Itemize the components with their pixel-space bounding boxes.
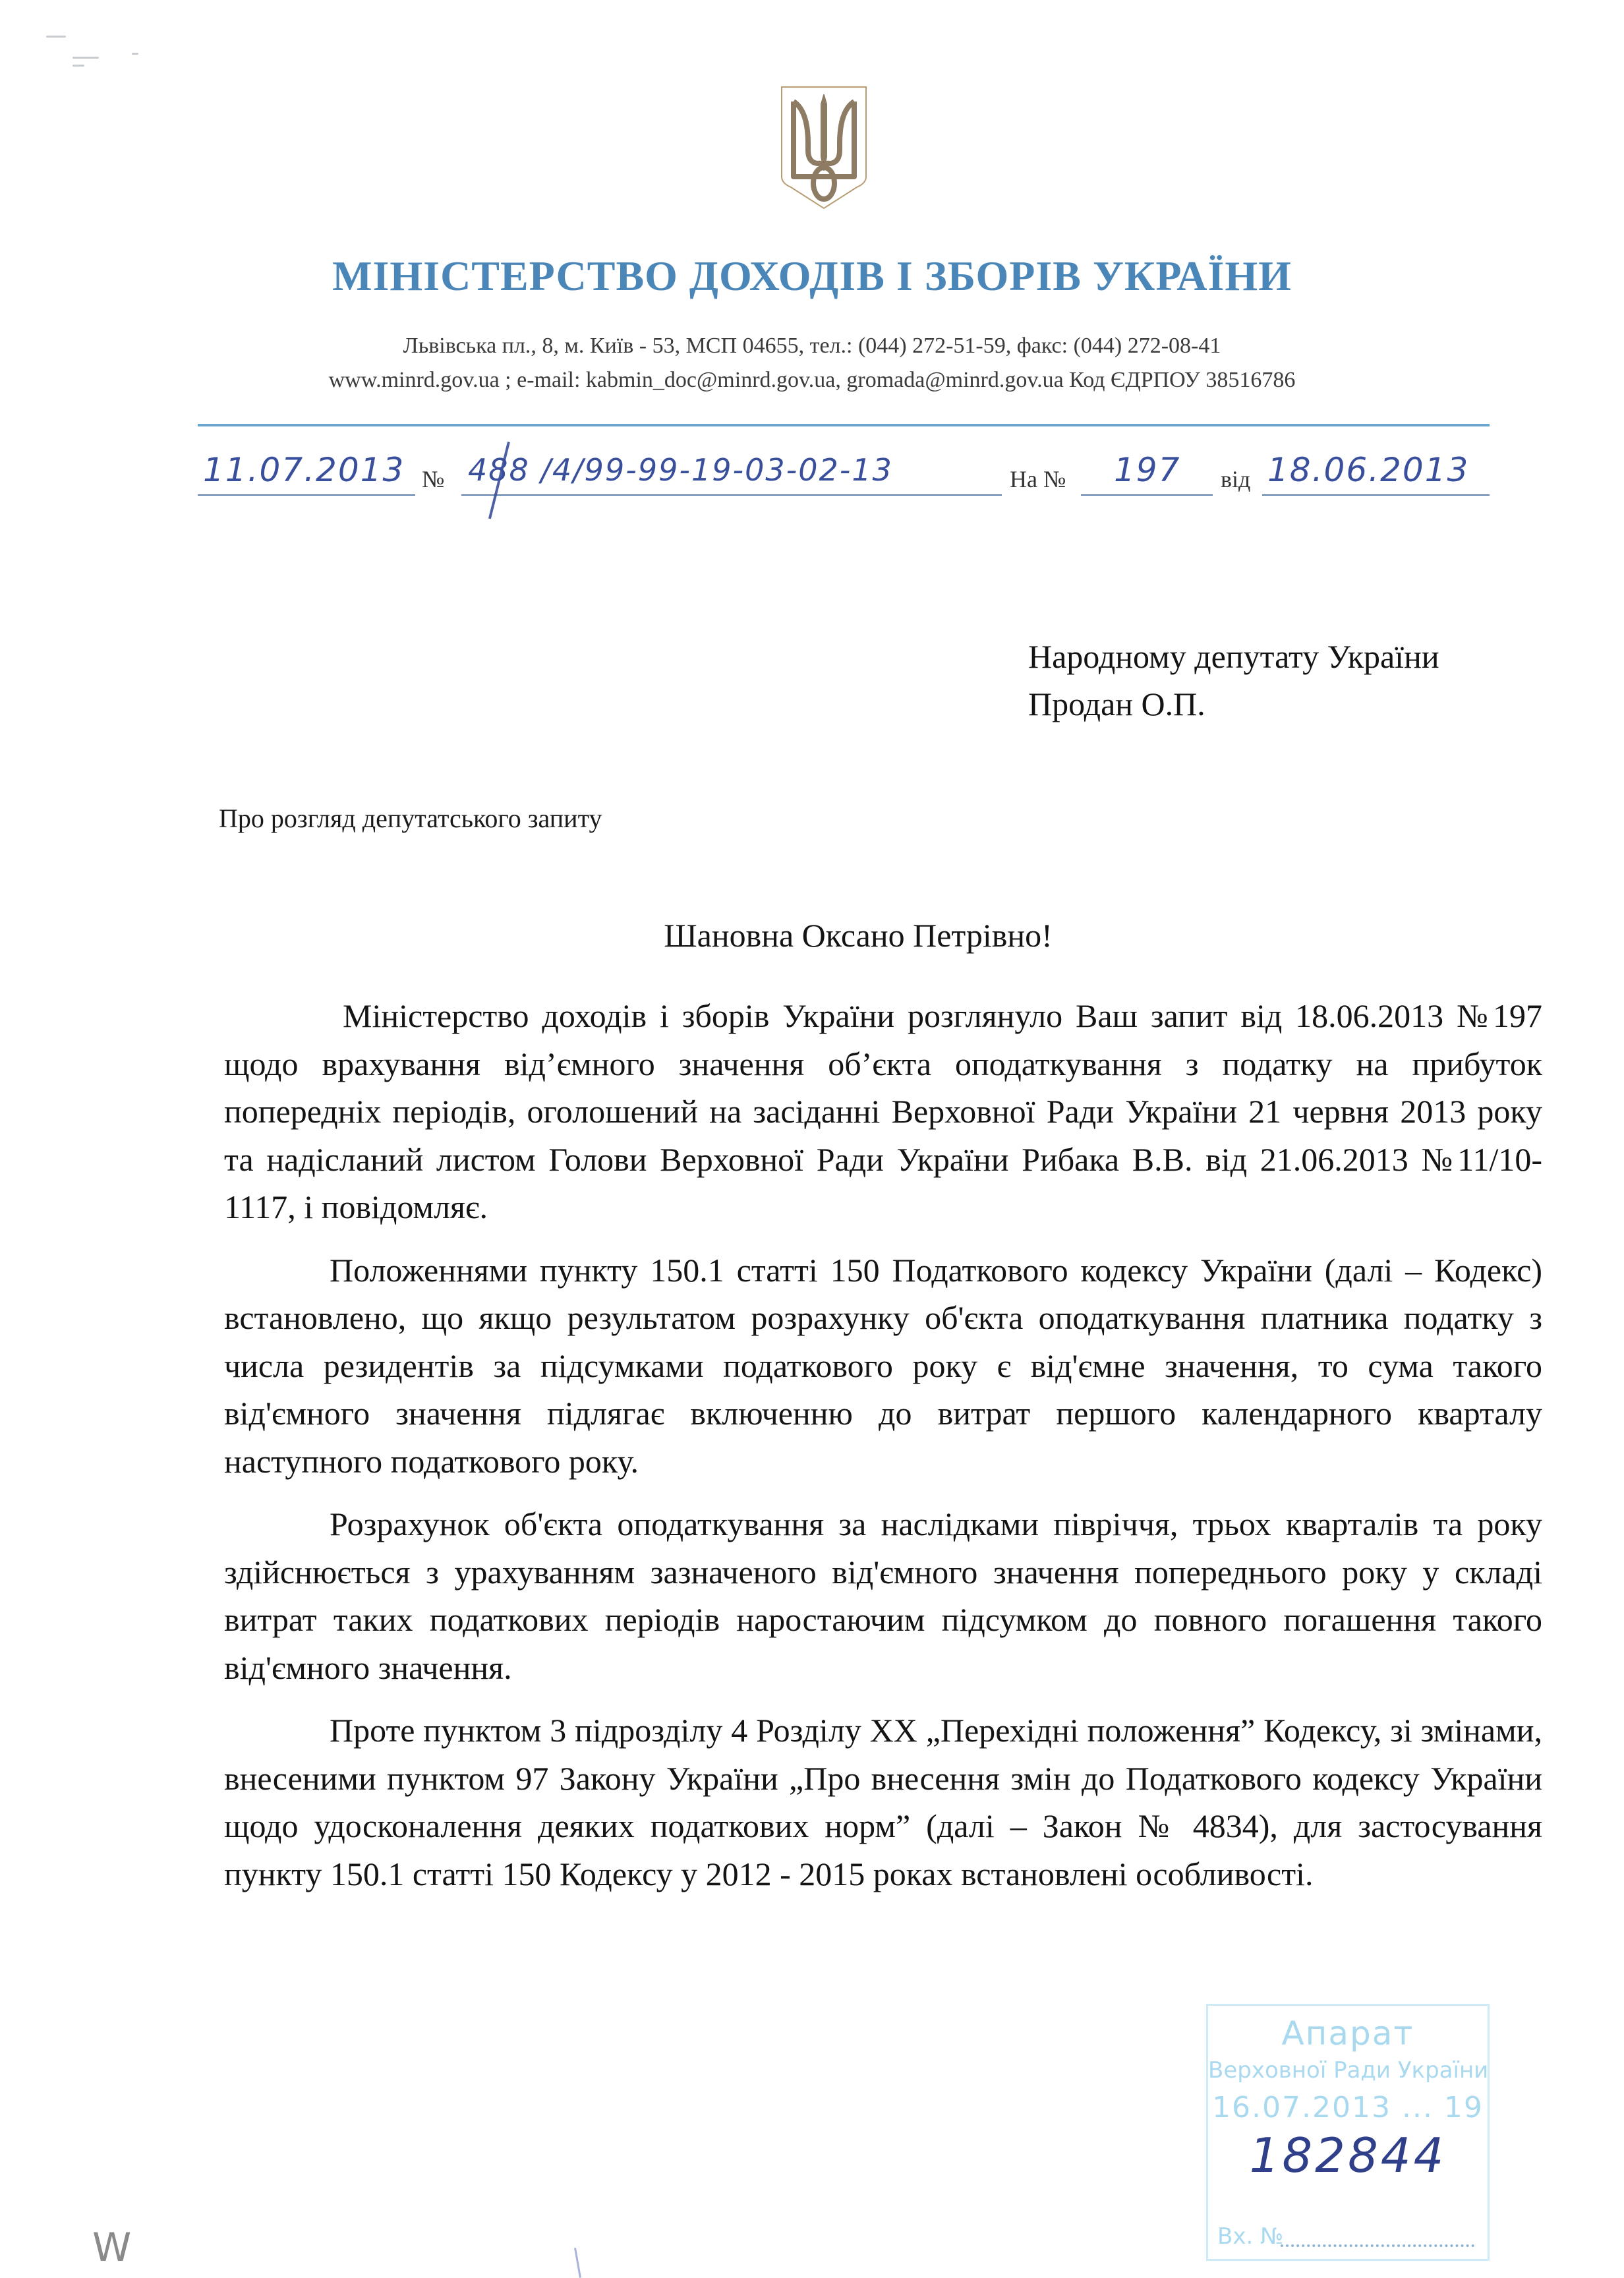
trident-coat-of-arms-icon	[778, 84, 870, 213]
outgoing-date-field	[198, 448, 415, 496]
reply-to-label: На №	[1010, 466, 1066, 492]
letter-body	[224, 992, 1542, 1913]
pen-mark	[574, 2248, 581, 2278]
outgoing-number: 488 /4/99-99-19-03-02-13	[468, 452, 893, 488]
margin-note: W	[92, 2225, 132, 2271]
ministry-name: МІНІСТЕРСТВО ДОХОДІВ І ЗБОРІВ УКРАЇНИ	[332, 252, 1292, 299]
stamp-handwritten-number: 182844	[1249, 2128, 1447, 2183]
reply-to-number: 197	[1114, 451, 1181, 489]
ministry-address: Львівська пл., 8, м. Київ - 53, МСП 04655, тел.: (044) 272-51-59, факс: (044) 272-08-41	[403, 334, 1221, 358]
stamp-dotted-line	[1281, 2244, 1474, 2247]
letter-subject: Про розгляд депутатського запиту	[219, 803, 602, 833]
stamp-incoming-label: Вх. №	[1217, 2223, 1284, 2250]
scan-artifacts	[26, 13, 158, 92]
number-label: №	[422, 466, 445, 492]
reply-to-number-field	[1081, 448, 1213, 496]
reply-to-date-field	[1262, 448, 1490, 496]
outgoing-number-field	[461, 448, 1002, 496]
ministry-contacts: www.minrd.gov.ua ; e-mail: kabmin_doc@minrd.gov.ua, gromada@minrd.gov.ua Код ЄДРПОУ 38516786	[328, 368, 1296, 392]
stamp-date: 16.07.2013 ... 19	[1212, 2091, 1484, 2124]
recipient-block	[1028, 633, 1439, 728]
letterhead-divider	[198, 424, 1490, 426]
stamp-subtitle: Верховної Ради України	[1208, 2057, 1489, 2084]
greeting: Шановна Оксано Петрівно!	[664, 917, 1053, 954]
outgoing-date: 11.07.2013	[203, 451, 405, 489]
body-paragraph: Розрахунок об'єкта оподаткування за наслідками півріччя, трьох кварталів та року здійснюється з урахуванням зазначеного від'ємного значення попереднього року у складі витрат таких податкових періодів наростаючим підсумком до повного погашення такого від'ємного значення.	[224, 1505, 1542, 1686]
body-paragraph: Проте пунктом 3 підрозділу 4 Розділу XX „Перехідні положення” Кодексу, зі змінами, внесеними пунктом 97 Закону України „Про внесення змін до Податкового кодексу України щодо удосконалення деяких податкових норм” (далі – Закон № 4834), для застосування пункту 150.1 статті 150 Кодексу у 2012 - 2015 роках встановлені особливості.	[224, 1712, 1542, 1892]
stamp-title: Апарат	[1281, 2014, 1414, 2053]
body-paragraph: Положеннями пункту 150.1 статті 150 Податкового кодексу України (далі – Кодекс) встановлено, що якщо результатом розрахунку об'єкта оподаткування платника податку з числа резидентів за підсумками податкового року є від'ємне значення, то сума такого від'ємного значення підлягає включенню до витрат першого календарного кварталу наступного податкового року.	[224, 1251, 1542, 1480]
body-paragraph: Міністерство доходів і зборів України розглянуло Ваш запит від 18.06.2013 №197 щодо врахування від’ємного значення об’єкта оподаткування з податку на прибуток попередніх періодів, оголошений на засіданні Верховної Ради України 21 червня 2013 року та надісланий листом Голови Верховної Ради України Рибака В.В. від 21.06.2013 №11/10-1117, і повідомляє.	[224, 997, 1542, 1225]
recipient-title: Народному депутату України	[1028, 638, 1439, 675]
from-label: від	[1221, 466, 1251, 492]
reply-to-date: 18.06.2013	[1267, 451, 1470, 489]
registration-row	[198, 435, 1503, 508]
recipient-name: Продан О.П.	[1028, 686, 1205, 722]
